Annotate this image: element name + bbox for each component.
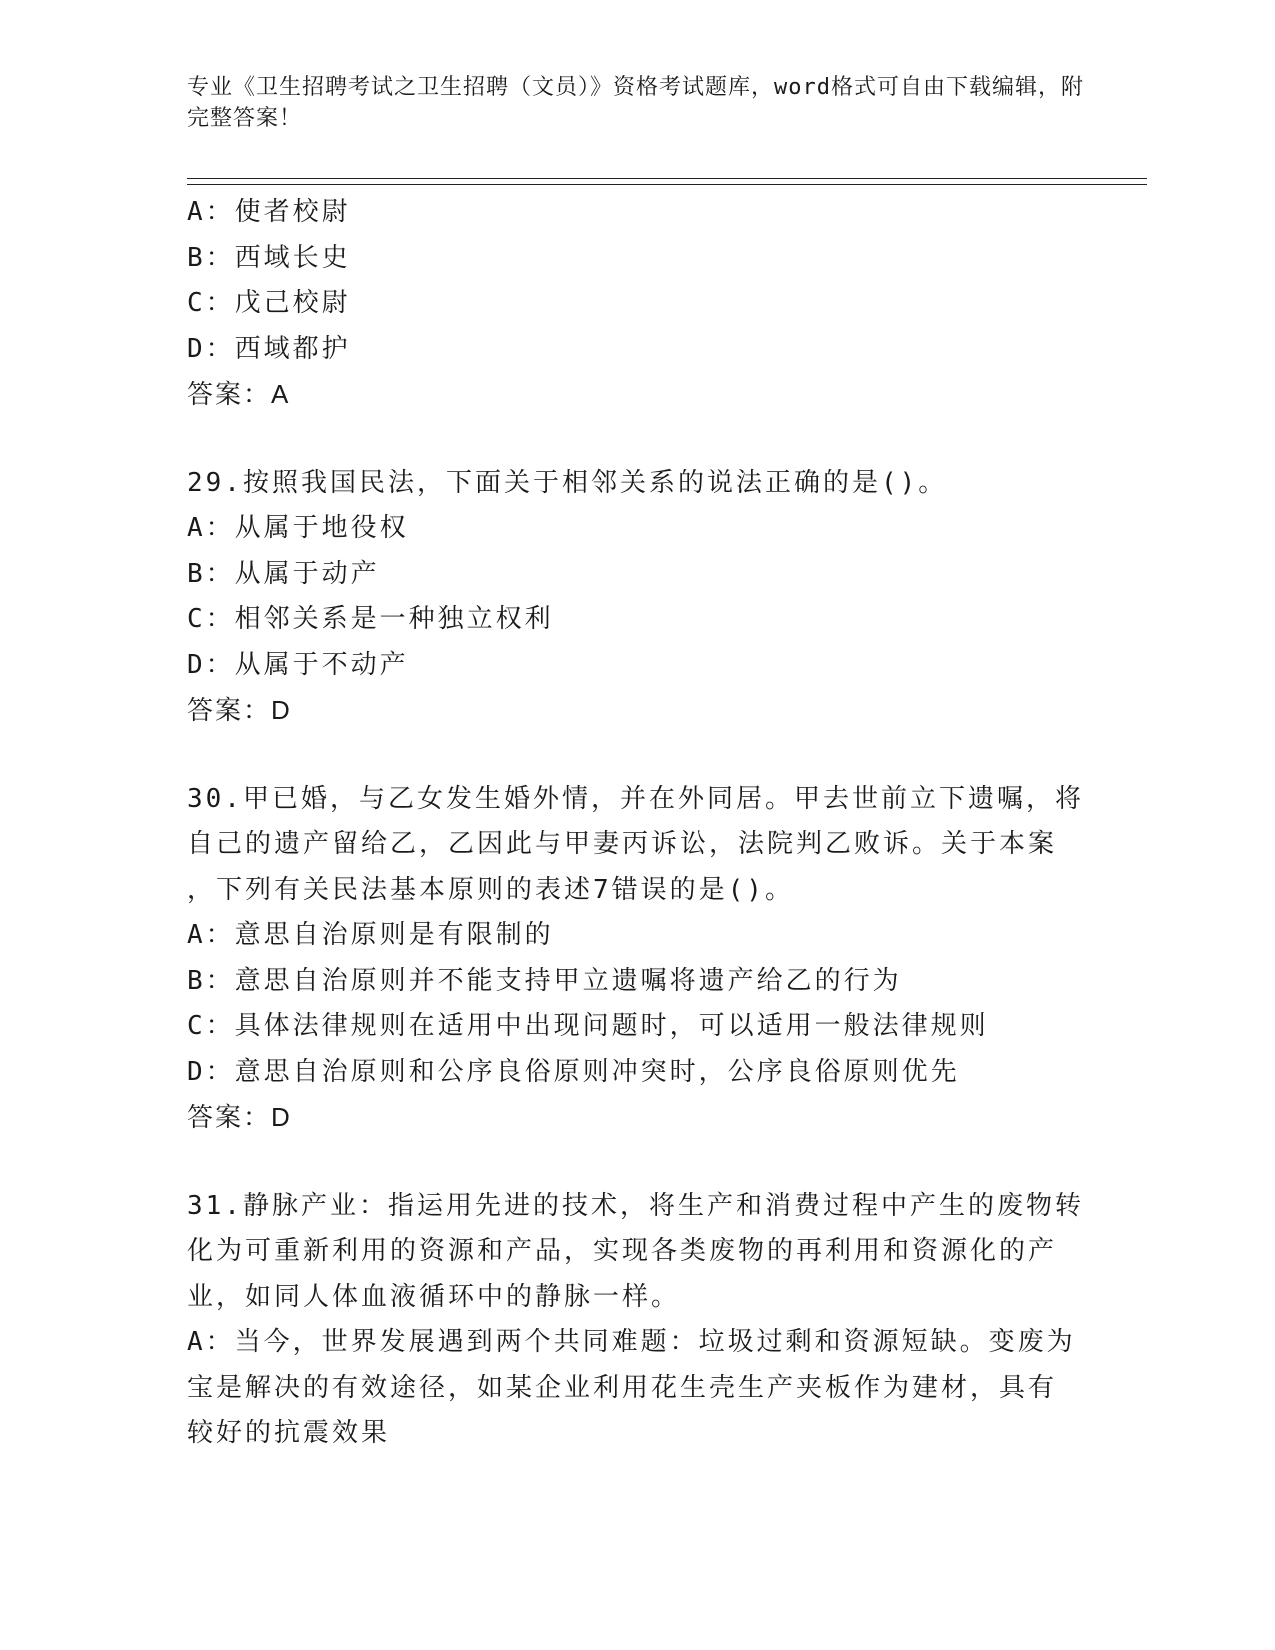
option-d: D：从属于不动产 <box>187 649 409 680</box>
header-divider-line-second <box>187 184 1147 185</box>
option-a: A：从属于地役权 <box>187 513 409 543</box>
option-d: D：意思自治原则和公序良俗原则冲突时，公序良俗原则优先 <box>187 1056 960 1087</box>
option-d: D：西域都护 <box>187 333 351 364</box>
option-c: C：具体法律规则在适用中出现问题时，可以适用一般法律规则 <box>187 1011 989 1041</box>
option-b: B：意思自治原则并不能支持甲立遗嘱将遗产给乙的行为 <box>187 965 902 996</box>
option-c: C：相邻关系是一种独立权利 <box>187 604 554 634</box>
answer: 答案：D <box>187 1102 292 1132</box>
option-a-line-3: 较好的抗震效果 <box>187 1418 391 1448</box>
option-b: B：西域长史 <box>187 242 351 273</box>
option-b: B：从属于动产 <box>187 558 380 589</box>
answer: 答案：D <box>187 695 292 725</box>
option-c: C：戊己校尉 <box>187 288 351 318</box>
question-stem-line-3: 业，如同人体血液循环中的静脉一样。 <box>187 1281 681 1312</box>
question-stem-line-3: ，下列有关民法基本原则的表述7错误的是()。 <box>187 874 794 905</box>
spacer <box>187 734 1107 777</box>
question-block-28 <box>187 190 1107 418</box>
header-divider-line <box>187 178 1147 179</box>
question-block-29 <box>187 461 1107 734</box>
question-content <box>187 190 1107 1457</box>
question-block-31 <box>187 1184 1107 1457</box>
option-a-line-1: A：当今，世界发展遇到两个共同难题：垃圾过剩和资源短缺。变废为 <box>187 1327 1076 1357</box>
question-stem-line-1: 30.甲已婚，与乙女发生婚外情，并在外同居。甲去世前立下遗嘱，将 <box>187 783 1084 814</box>
option-a: A：意思自治原则是有限制的 <box>187 920 554 950</box>
option-a-line-2: 宝是解决的有效途径，如某企业利用花生壳生产夹板作为建材，具有 <box>187 1372 1058 1403</box>
document-header: 专业《卫生招聘考试之卫生招聘（文员）》资格考试题库，word格式可自由下载编辑，附完整答案！ <box>187 75 1084 131</box>
question-stem-line-2: 自己的遗产留给乙，乙因此与甲妻丙诉讼，法院判乙败诉。关于本案 <box>187 829 1058 859</box>
question-stem-line-1: 31.静脉产业：指运用先进的技术，将生产和消费过程中产生的废物转 <box>187 1190 1084 1221</box>
question-block-30 <box>187 777 1107 1141</box>
spacer <box>187 1141 1107 1184</box>
question-stem: 29.按照我国民法，下面关于相邻关系的说法正确的是()。 <box>187 467 948 498</box>
answer: 答案：A <box>187 379 291 409</box>
spacer <box>187 418 1107 461</box>
option-a: A：使者校尉 <box>187 197 351 227</box>
question-stem-line-2: 化为可重新利用的资源和产品，实现各类废物的再利用和资源化的产 <box>187 1236 1058 1266</box>
